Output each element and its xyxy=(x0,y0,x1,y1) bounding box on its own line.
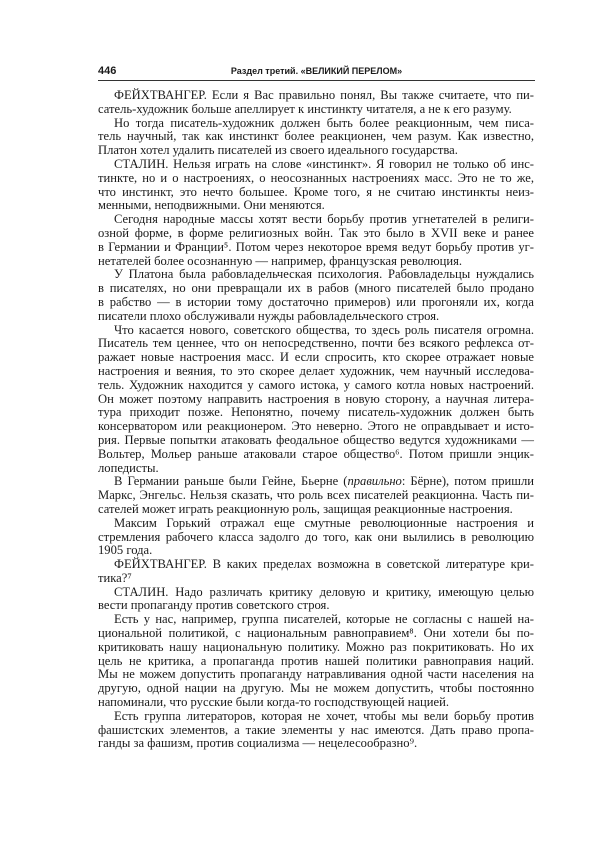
text-line xyxy=(98,724,534,738)
text-segment: другую, одной нации на другую. Мы не можем допустить, чтобы постоянно xyxy=(98,681,534,696)
text-line xyxy=(98,172,534,186)
text-segment: В Германии раньше были Гейне, Бьерне ( xyxy=(114,474,348,489)
text-line xyxy=(98,89,534,103)
text-line xyxy=(98,668,534,682)
text-line xyxy=(98,544,534,558)
text-segment: критиковать нашу национальную политику. Можно раз покритиковать. Но их xyxy=(98,639,534,654)
text-segment: писатели плохо обслуживали нужды рабовладельческого строя. xyxy=(98,308,440,323)
text-segment: сатель-художник больше апеллирует к инстинкту читателя, а не к его разуму. xyxy=(98,101,512,116)
text-line xyxy=(98,227,534,241)
text-line xyxy=(98,572,534,586)
text-segment: СТАЛИН. Нельзя играть на слове «инстинкт». Я говорил не только об инс- xyxy=(114,156,534,171)
text-line xyxy=(98,503,534,517)
text-line xyxy=(98,406,534,420)
text-segment: Мы не можем допустить пропаганду натравливания одной части населения на xyxy=(98,667,534,682)
text-segment: озной форме, в форме религиозных войн. Так это было в XVII веке и ранее xyxy=(98,225,534,240)
page-body-text xyxy=(98,89,534,751)
text-line xyxy=(98,365,534,379)
text-line xyxy=(98,475,534,489)
text-line xyxy=(98,420,534,434)
text-line xyxy=(98,393,534,407)
page-number: 446 xyxy=(98,65,117,77)
text-line xyxy=(98,144,534,158)
italic-segment: правильно xyxy=(347,474,402,489)
text-line xyxy=(98,737,534,751)
text-line xyxy=(98,186,534,200)
text-segment: в рабство — в истории тому достаточно примеров) или прогоняли их, когда xyxy=(98,294,534,309)
text-segment: : Бёрне), потом пришли xyxy=(401,474,535,489)
text-segment: в писателях, но они превращали их в рабов (много писателей было продано xyxy=(98,281,534,296)
text-segment: Маркс, Энгельс. Нельзя сказать, что роль всех писателей реакционна. Часть пи- xyxy=(98,488,534,503)
text-segment: тель. Художник находится у самого истока, у самого котла новых настроений. xyxy=(98,377,534,392)
text-segment: лопедисты. xyxy=(98,460,159,475)
text-segment: тель научный, так как инстинкт более реакционен, чем разум. Как известно, xyxy=(98,129,534,144)
text-line xyxy=(98,627,534,641)
running-title: Раздел третий. «ВЕЛИКИЙ ПЕРЕЛОМ» xyxy=(230,66,403,76)
text-segment: Писатель тем ценнее, что он непосредственно, почти без всякого рефлекса от- xyxy=(98,336,534,351)
text-line xyxy=(98,117,534,131)
text-segment: фашистских элементов, а такие элементы у нас имеются. Дать право пропа- xyxy=(98,722,534,737)
text-segment: сателей может играть реакционную роль, защищая реакционные настроения. xyxy=(98,501,513,516)
text-line xyxy=(98,199,534,213)
text-line xyxy=(98,296,534,310)
text-segment: рия. Первые попытки атаковать феодальное общество ведутся художниками — xyxy=(98,432,534,447)
text-segment: Максим Горький отражал еще смутные революционные настроения и xyxy=(114,515,534,530)
text-segment: тинкте, но и о настроениях, о неосознанных настроениях масс. Это не то же, xyxy=(98,170,534,185)
text-line xyxy=(98,130,534,144)
text-segment: Вольтер, Мольер раньше атаковали старое общество⁶. Потом пришли энцик- xyxy=(98,446,534,461)
text-segment: Но тогда писатель-художник должен быть более реакционным, чем писа- xyxy=(114,115,534,130)
text-segment: циональной политикой, с национальным равноправием⁸. Они хотели бы по- xyxy=(98,626,534,641)
running-header xyxy=(98,64,535,81)
text-segment: вести пропаганду против советского строя. xyxy=(98,598,330,613)
text-segment: консерватором или реакционером. Это неверно. Этого не оправдывает и исто- xyxy=(98,419,534,434)
text-segment: Он может поэтому направить настроения в новую сторону, а научная литера- xyxy=(98,391,534,406)
text-segment: У Платона была рабовладельческая психология. Рабовладельцы нуждались xyxy=(114,267,534,282)
text-line xyxy=(98,641,534,655)
text-segment: ганды за фашизм, против социализма — нецелесообразно⁹. xyxy=(98,736,418,751)
text-segment: Сегодня народные массы хотят вести борьбу против угнетателей в религи- xyxy=(114,212,534,227)
text-segment: Что касается нового, советского общества, то здесь роль писателя огромна. xyxy=(114,322,534,337)
text-line xyxy=(98,324,534,338)
text-line xyxy=(98,255,534,269)
text-segment: 1905 года. xyxy=(98,543,153,558)
text-line xyxy=(98,682,534,696)
text-segment: что инстинкт, это нечто большее. Кроме того, я не считаю инстинкты неиз- xyxy=(98,184,534,199)
text-segment: тура приходит позже. Непонятно, почему писатель-художник должен быть xyxy=(98,405,534,420)
text-line xyxy=(98,517,534,531)
text-segment: ражает новые настроения масс. И если спросить, кто скорее отражает новые xyxy=(98,350,534,365)
text-line xyxy=(98,599,534,613)
text-line xyxy=(98,103,534,117)
text-segment: ФЕЙХТВАНГЕР. В каких пределах возможна в советской литературе кри- xyxy=(114,557,534,572)
text-line xyxy=(98,241,534,255)
text-line xyxy=(98,379,534,393)
text-segment: цель не критика, а пропаганда против нашей политики равноправия наций. xyxy=(98,653,534,668)
text-line xyxy=(98,282,534,296)
text-segment: нетателей более осознанную — например, французская революция. xyxy=(98,253,463,268)
text-line xyxy=(98,448,534,462)
text-line xyxy=(98,337,534,351)
text-line xyxy=(98,268,534,282)
text-line xyxy=(98,158,534,172)
text-line xyxy=(98,531,534,545)
text-line xyxy=(98,213,534,227)
text-line xyxy=(98,351,534,365)
text-line xyxy=(98,434,534,448)
text-line xyxy=(98,558,534,572)
text-segment: тика?⁷ xyxy=(98,570,132,585)
text-line xyxy=(98,710,534,724)
text-segment: напоминали, что русские были когда-то господствующей нацией. xyxy=(98,695,449,710)
text-segment: Платон хотел удалить писателей из своего идеального государства. xyxy=(98,143,458,158)
text-line xyxy=(98,696,534,710)
text-line xyxy=(98,613,534,627)
text-segment: в Германии и Франции⁵. Потом через некоторое время ведут борьбу против уг- xyxy=(98,239,534,254)
text-segment: настроения и веяния, то это скорее делает художник, чем научный исследова- xyxy=(98,363,534,378)
text-line xyxy=(98,489,534,503)
text-line xyxy=(98,462,534,476)
text-line xyxy=(98,310,534,324)
text-segment: ФЕЙХТВАНГЕР. Если я Вас правильно понял, Вы также считаете, что пи- xyxy=(114,88,534,102)
text-segment: Есть группа литераторов, которая не хочет, чтобы мы вели борьбу против xyxy=(114,708,534,723)
text-line xyxy=(98,586,534,600)
text-line xyxy=(98,655,534,669)
text-segment: СТАЛИН. Надо различать критику деловую и критику, имеющую целью xyxy=(114,584,534,599)
text-segment: Есть у нас, например, группа писателей, которые не согласны с нашей на- xyxy=(114,612,534,627)
text-segment: менными, неподвижными. Они меняются. xyxy=(98,198,325,213)
text-segment: стремления рабочего класса задолго до того, как они вылились в революцию xyxy=(98,529,534,544)
